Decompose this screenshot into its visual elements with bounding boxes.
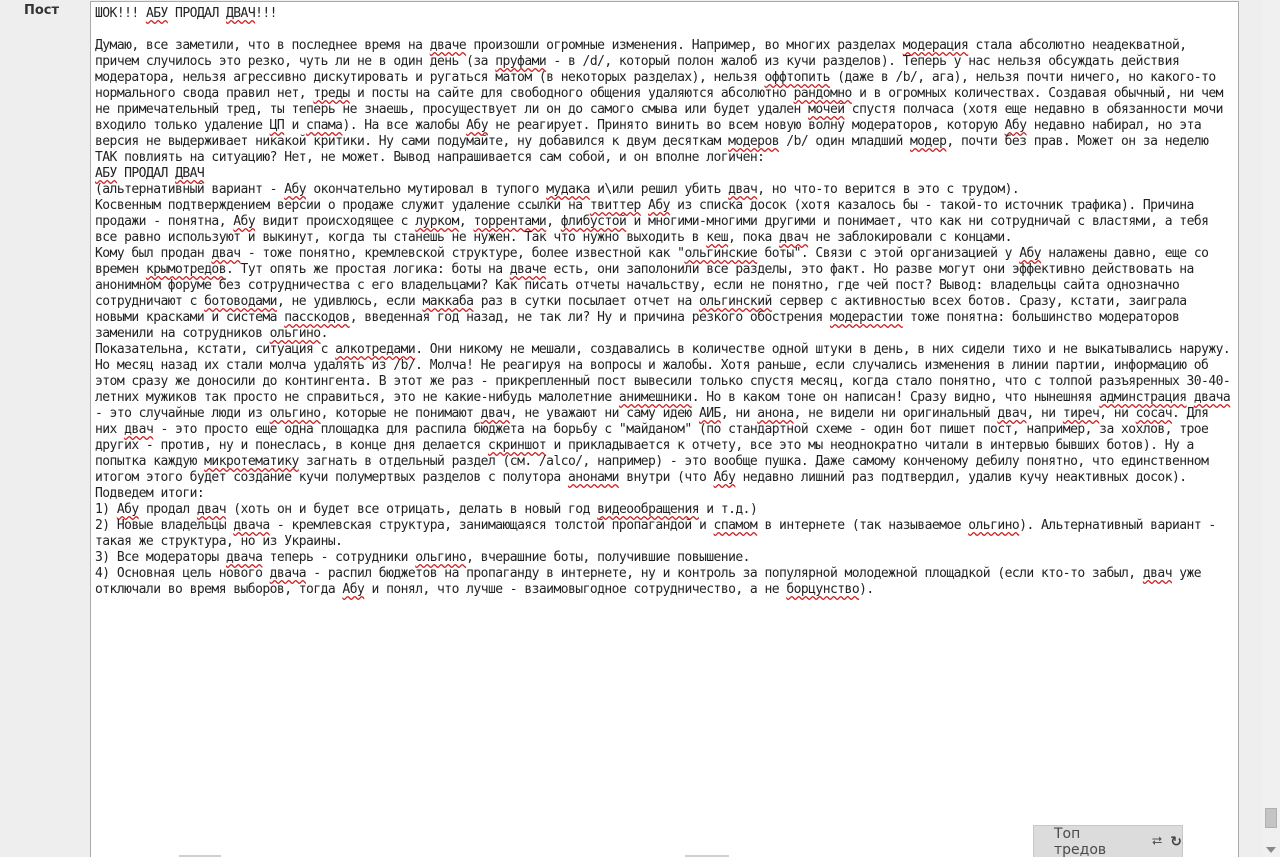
page-scrollbar[interactable] [1262,0,1280,857]
label-column [0,0,88,857]
post-line: 2) Новые владельцы двача - кремлевская структура, занимающаяся толстой пропагандой и спамом в интернете (так называемое ольгино). Альтернативный вариант - такая же структура, но из Украины. [95,518,1223,549]
post-line: 4) Основная цель нового двача - распил бюджетов на пропаганду в интернете, ну и контроль за популярной молодежной площадкой (если кто-то забыл, двач уже отключали во время выборов, тогда Абу и понял, что лучше - взаимовыгодное сотрудничество, а не борцунство). [95,566,1209,597]
post-line: 1) Абу продал двач (хоть он и будет все отрицать, делать в новый год видеообращения и т.д.) [95,502,758,517]
scroll-down-arrow-icon[interactable] [1266,847,1276,853]
double-chevron-up-icon[interactable]: ⮂ [1151,834,1163,849]
post-line: АБУ ПРОДАЛ ДВАЧ [95,166,205,181]
post-line: Подведем итоги: [95,486,205,501]
post-line: Косвенным подтверждением версии о продаже служит удаление ссылки на твиттер Абу из списка досок (хотя казалось бы - такой-то источник трафика). Причина продажи - понятна, Абу видит происходящее с лурком, торрентами, флибустой и многими-многими другими и понимает, что как ни сотрудничай с властями, а тебя все равно используют и выкинут, когда ты станешь не нужен. Так что нужно выходить в кеш, пока двач не заблокировали с концами. [95,198,1216,245]
post-line: Кому был продан двач - тоже понятно, кремлевской структуре, более известной как "ольгинские боты". Связи с этой организацией у Абу налажены давно, еще со времен крымотредов. Тут опять же простая логика: боты на дваче есть, они заполонили все разделы, это факт. Но разве могут они эффективно действовать на анонимном форуме без сотрудничества с его владельцами? Как писать отчеты начальству, если не понятно, где чей пост? Вывод: владельцы сайта однозначно сотрудничают с ботоводами, не удивлюсь, если маккаба раз в сутки посылает отчет на ольгинский сервер с активностью всех ботов. Сразу, кстати, заиграла новыми красками и система пасскодов, введенная год назад, не так ли? Ну и причина резкого обострения модерастии тоже понятна: большинство модераторов заменили на сотрудников ольгино. [95,246,1216,341]
post-line: (альтернативный вариант - Абу окончательно мутировал в тупого мудака и\или решил убить двач, но что-то верится в это с трудом). [95,182,1020,197]
post-field-label: Пост [23,3,59,18]
scrollbar-thumb[interactable] [1265,808,1277,828]
top-threads-button[interactable] [1033,825,1183,857]
post-line: 3) Все модераторы двача теперь - сотрудники ольгино, вчерашние боты, получившие повышение. [95,550,750,565]
post-textarea[interactable] [90,1,1239,857]
post-line: Показательна, кстати, ситуация с алкотредами. Они никому не мешали, создавались в количестве одной штуки в день, в них сидели тихо и не выкатывались наружу. Но месяц назад их стали молча удалять из /b/. Молча! Не реагируя на вопросы и жалобы. Хотя раньше, если случались изменения в линии партии, информацию об этом сразу же доносили до контингента. В этот же раз - прикрепленный пост вывесили только спустя месяц, когда стало понятно, что с толпой разъяренных 30-40-летних мужиков так просто не справиться, это не какие-нибудь малолетние анимешники. Но в каком тоне он написан! Сразу видно, что нынешняя админстрация двача - это случайные люди из ольгино, которые не понимают двач, не уважают ни саму идею АИБ, ни анона, не видели ни оригинальный двач, ни тиреч, ни сосач. Для них двач - это просто еще одна площадка для распила бюджета на борьбу с "майданом" (по стандартной схеме - один бот пишет пост, например, за хохлов, трое других - против, ну и понеслась, в конце дня делается скриншот и прикладывается к отчету, все это мы неоднократно читали в интервью бывших ботов). Ну а попытка каждую микротематику загнать в отдельный раздел (см. /alco/, например) - это вообще пушка. Даже самому конченому дебилу понятно, что единственном итогом этого будет создание кучи полумертвых разделов с полутора анонами внутри (что Абу недавно лишний раз подтвердил, удалив кучу неактивных досок). [95,342,1238,485]
post-line: ШОК!!! АБУ ПРОДАЛ ДВАЧ!!! [95,6,277,21]
top-threads-label: Топ тредов [1054,825,1107,857]
post-line: Думаю, все заметили, что в последнее время на дваче произошли огромные изменения. Например, во многих разделах модерация стала абсолютно неадекватной, причем случилось это резко, чуть ли не в один день (за пруфами - в /d/, который полон жалоб из кучи разделов). Теперь у нас нельзя обсуждать действия модератора, нельзя агрессивно дискутировать и ругаться матом (в некоторых разделах), нельзя оффтопить (даже в /b/, ага), нельзя почти ничего, но какого-то нормального свода правил нет, треды и посты на сайте для свободного общения удаляются абсолютно рандомно и в огромных количествах. Создавая обычный, ни чем не примечательный тред, ты теперь не знаешь, просуществует ли он до самого смыва или будет удален мочей спустя полчаса (хотя еще недавно в обязанности мочи входило только удаление ЦП и спама). На все жалобы Абу не реагирует. Принято винить во всем новую волну модераторов, которую Абу недавно набирал, но эта версия не выдерживает никакой критики. Ну сами подумайте, ну добавился к двум десяткам модеров /b/ один младший модер, почти без прав. Может он за неделю ТАК повлиять на ситуацию? Нет, не может. Вывод напрашивается сам собой, и он вполне логичен: [95,38,1231,165]
post-line [95,22,1234,38]
refresh-icon[interactable]: ↻ [1170,833,1182,850]
post-textarea-content[interactable] [95,6,1238,598]
